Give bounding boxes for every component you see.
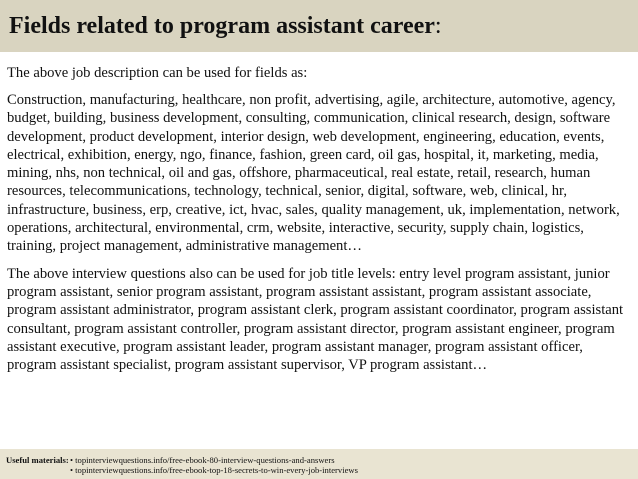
fields-paragraph: Construction, manufacturing, healthcare, non profit, advertising, agile, architecture, automotive, agency, budget, building, business development, consulting, communication, clinical research, design, software development, product development, interior design, web development, engineering, education, events, electrical, exhibition, energy, ngo, finance, fashion, green card, oil gas, hospital, it, marketing, media, mining, nhs, non technical, oil and gas, offshore, pharmaceutical, real estate, retail, research, human resources, telecommunications, technology, technical, senior, digital, software, web, clinical, hr, infrastructure, business, erp, creative, ict, hvac, sales, quality management, uk, implementation, network, operations, architectural, environmental, crm, website, interactive, security, supply chain, logistics, training, project management, administrative management… — [7, 92, 620, 255]
footer-row-2 — [6, 465, 638, 475]
page-title-colon: : — [434, 13, 442, 39]
footer-label-separator: : — [65, 455, 69, 465]
footer-bar — [0, 449, 638, 479]
title-bar — [0, 0, 638, 52]
job-levels-paragraph: The above interview questions also can be used for job title levels: entry level program assistant, junior program assistant, senior program assistant, program assistant assistant, program assistant associate, program assistant administrator, program assistant clerk, program assistant coordinator, program assistant consultant, program assistant controller, program assistant director, program assistant engineer, program assistant executive, program assistant leader, program assistant manager, program assistant officer, program assistant specialist, program assistant supervisor, VP program assistant… — [7, 265, 624, 374]
footer-indent — [6, 465, 70, 475]
footer-row-1 — [6, 455, 638, 465]
page-title — [9, 12, 638, 40]
page-title-text: Fields related to program assistant career — [9, 13, 435, 39]
footer-label-text: Useful materials — [6, 455, 66, 465]
intro-paragraph: The above job description can be used for fields as: — [7, 65, 308, 81]
footer-label — [6, 455, 70, 465]
content-body — [7, 64, 633, 374]
footer-link-1[interactable]: • topinterviewquestions.info/free-ebook-80-interview-questions-and-answers — [70, 455, 335, 465]
footer-link-2[interactable]: • topinterviewquestions.info/free-ebook-top-18-secrets-to-win-every-job-interviews — [70, 465, 358, 475]
